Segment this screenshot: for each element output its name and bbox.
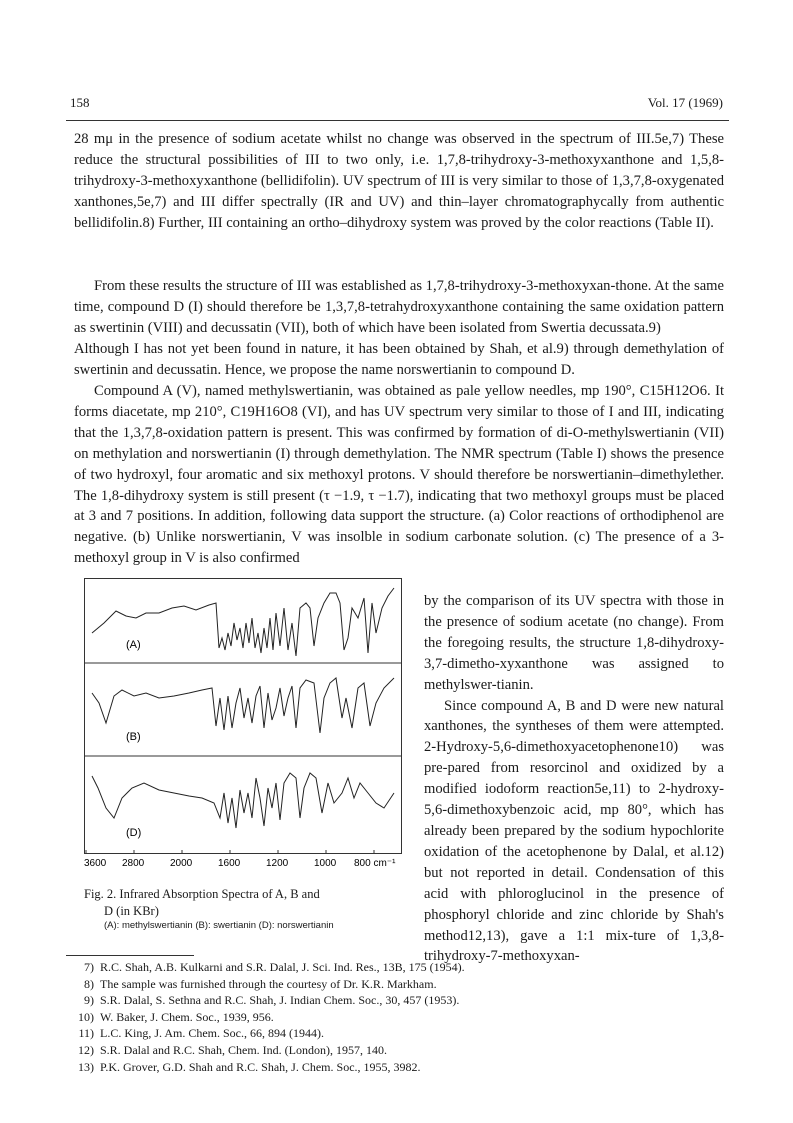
right-column-paragraph-1: by the comparison of its UV spectra with those in the presence of sodium acetate (no change). From the foregoing results, the structure 1,8-dihydroxy-3,7-dimetho-xyxanthone was assigned to methylswer-tianin. bbox=[424, 593, 724, 693]
spectrum-d-trace bbox=[92, 773, 394, 828]
paragraph-1: 28 mμ in the presence of sodium acetate whilst no change was observed in the spectrum of III.5e,7) These reduce the structural possibilities of III to two only, i.e. 1,7,8-trihydroxy-3-methoxyxanthone and 1,5,8-trihydroxy-3-methoxyxanthone (bellidifolin). UV spectrum of III is very similar to those of 1,3,7,8-oxygenated xanthones,5e,7) and III differ spectrally (IR and UV) and thin–layer chromatographycally from authentic bellidifolin.8) Further, III containing an ortho–dihydroxy system was proved by the color reactions (Table II). bbox=[74, 131, 724, 231]
reference-number: 12) bbox=[78, 1042, 94, 1057]
reference-text: S.R. Dalal, S. Sethna and R.C. Shah, J. Indian Chem. Soc., 30, 457 (1953). bbox=[100, 993, 460, 1008]
axis-tick-labels bbox=[84, 858, 396, 868]
reference-number: 11) bbox=[78, 1026, 94, 1041]
spectrum-b-trace bbox=[92, 678, 394, 733]
tick-1000: 1000 bbox=[314, 858, 337, 868]
reference-text: L.C. King, J. Am. Chem. Soc., 66, 894 (1944). bbox=[100, 1026, 324, 1041]
tick-2000: 2000 bbox=[170, 858, 193, 868]
tick-2800: 2800 bbox=[122, 858, 145, 868]
header-rule bbox=[66, 120, 729, 121]
reference-text: P.K. Grover, G.D. Shah and R.C. Shah, J. Chem. Soc., 1955, 3982. bbox=[100, 1059, 421, 1074]
page-number: 158 bbox=[70, 95, 90, 110]
tick-3600: 3600 bbox=[84, 858, 107, 868]
figure-caption-line-1: Fig. 2. Infrared Absorption Spectra of A, B and bbox=[84, 887, 320, 901]
panel-label-a: (A) bbox=[126, 639, 141, 651]
reference-number: 13) bbox=[78, 1059, 94, 1074]
reference-number: 9) bbox=[84, 993, 94, 1008]
reference-text: S.R. Dalal and R.C. Shah, Chem. Ind. (London), 1957, 140. bbox=[100, 1042, 387, 1057]
reference-number: 10) bbox=[78, 1009, 94, 1024]
paragraph-3: Although I has not yet been found in nature, it has been obtained by Shah, et al.9) through demethylation of swertinin and decussatin. Hence, we propose the name norswertianin to compound D. bbox=[74, 341, 724, 378]
reference-item bbox=[72, 1042, 732, 1059]
reference-number: 7) bbox=[84, 960, 94, 974]
right-column bbox=[424, 591, 724, 967]
reference-item bbox=[72, 992, 732, 1009]
reference-text: The sample was furnished through the courtesy of Dr. K.R. Markham. bbox=[100, 976, 437, 991]
reference-number: 8) bbox=[84, 976, 94, 991]
reference-item bbox=[72, 976, 732, 993]
references-list bbox=[72, 959, 732, 1075]
figure-legend: (A): methylswertianin (B): swertianin (D): norswertianin bbox=[104, 920, 334, 931]
tick-800: 800 cm⁻¹ bbox=[354, 858, 396, 868]
reference-item bbox=[72, 1059, 732, 1076]
figure-caption-line-2: D (in KBr) bbox=[104, 904, 159, 918]
reference-text: R.C. Shah, A.B. Kulkarni and S.R. Dalal, J. Sci. Ind. Res., 13B, 175 (1954). bbox=[100, 960, 465, 974]
panel-label-b: (B) bbox=[126, 731, 141, 743]
panel-label-d: (D) bbox=[126, 827, 142, 839]
ir-spectra-figure bbox=[84, 578, 402, 868]
reference-item bbox=[72, 959, 732, 976]
right-column-paragraph-2: Since compound A, B and D were new natural xanthones, the syntheses of them were attempted. 2-Hydroxy-5,6-dimethoxyacetophenone10) was pre-pared from resorcinol and oxidized by a modified iodoform reaction5e,11) to 2-hydroxy-5,6-dimethoxybenzoic acid, mp 80°, which has already been prepared by the sodium hypochlorite oxidation of the acetophenone by Dalal, et al.12) but not reported in detail. Condensation of this acid with phloroglucinol in the presence of phosphoryl chloride and zinc chloride by Shah's method12,13), gave a 1:1 mix-ture of 1,3,8-trihydroxy-7-methoxyxan- bbox=[424, 697, 724, 965]
reference-text: W. Baker, J. Chem. Soc., 1939, 956. bbox=[100, 1009, 274, 1024]
paragraph-2: From these results the structure of III was established as 1,7,8-trihydroxy-3-methoxyxan-thone. At the same time, compound D (I) should therefore be 1,3,7,8-tetrahydroxyxanthone containing the same oxidation pattern as swertinin (VIII) and decussatin (VII), both of which have been isolated from Swertia decussata.9) bbox=[74, 278, 724, 336]
reference-item bbox=[72, 1009, 732, 1026]
tick-1600: 1600 bbox=[218, 858, 241, 868]
paragraph-4: Compound A (V), named methylswertianin, was obtained as pale yellow needles, mp 190°, C15H12O6. It forms diacetate, mp 210°, C19H16O8 (VI), and has UV spectrum very similar to those of I and III, indicating that the 1,3,7,8-oxidation pattern is present. This was confirmed by formation of di-O-methylswertianin (VII) on methylation and norswertianin (I) through demethylation. The NMR spectrum (Table I) shows the presence of two hydroxyl, four aromatic and six methoxyl protons. V should therefore be norswertianin–dimethylether. The 1,8-dihydroxy system is still present (τ −1.9, τ −1.7), indicating that two methoxyl groups must be placed at 3 and 7 positions. In addition, following data support the structure. (a) Color reactions of orthodiphenol are negative. (b) Unlike norswertianin, V was insolble in sodium carbonate solution. (c) The presence of a 3-methoxyl group in V is also confirmed bbox=[74, 383, 724, 567]
reference-item bbox=[72, 1025, 732, 1042]
footnote-rule bbox=[66, 955, 194, 956]
tick-1200: 1200 bbox=[266, 858, 289, 868]
figure-caption bbox=[84, 886, 402, 920]
volume-label: Vol. 17 (1969) bbox=[647, 95, 723, 110]
